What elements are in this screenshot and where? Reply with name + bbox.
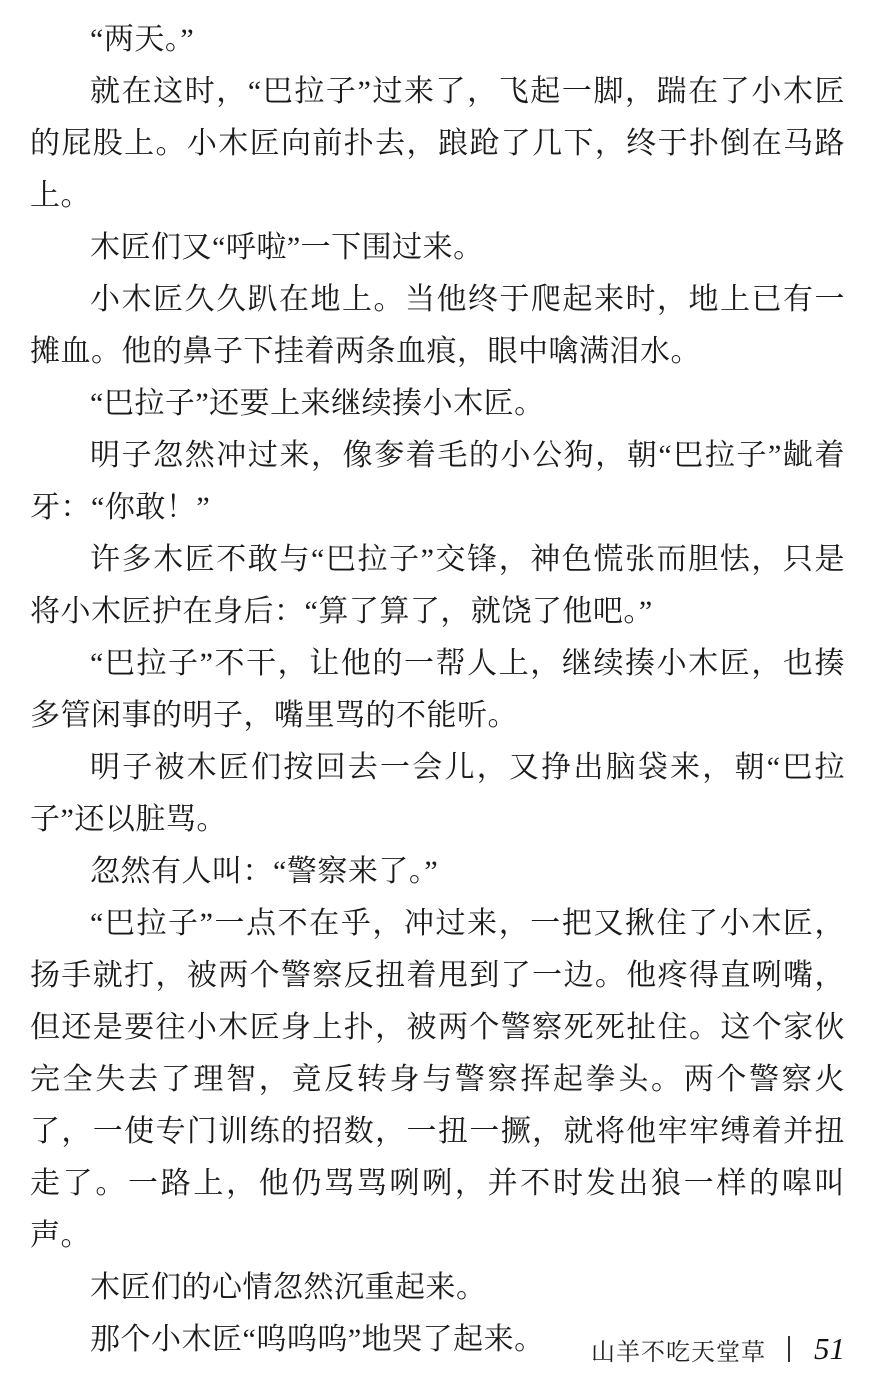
page-footer [591, 1331, 845, 1367]
page-number: 51 [814, 1331, 845, 1366]
book-title: 山羊不吃天堂草 [591, 1339, 766, 1366]
paragraph: 明子被木匠们按回去一会儿，又挣出脑袋来，朝“巴拉子”还以脏骂。 [30, 751, 845, 836]
paragraph: 就在这时，“巴拉子”过来了，飞起一脚，踹在了小木匠的屁股上。小木匠向前扑去，踉跄了几下，终于扑倒在马路上。 [30, 75, 845, 212]
paragraph: 木匠们的心情忽然沉重起来。 [90, 1271, 487, 1304]
paragraph: “巴拉子”一点不在乎，冲过来，一把又揪住了小木匠，扬手就打，被两个警察反扭着甩到了一边。他疼得直咧嘴，但还是要往小木匠身上扑，被两个警察死死扯住。这个家伙完全失去了理智，竟反转身与警察挥起拳头。两个警察火了，一使专门训练的招数，一扭一撅，就将他牢牢缚着并扭走了。一路上，他仍骂骂咧咧，并不时发出狼一样的嗥叫声。 [30, 907, 845, 1252]
paragraph: “两天。” [90, 23, 195, 56]
paragraph: 小木匠久久趴在地上。当他终于爬起来时，地上已有一摊血。他的鼻子下挂着两条血痕，眼中噙满泪水。 [30, 283, 845, 368]
paragraph: “巴拉子”还要上来继续揍小木匠。 [90, 387, 545, 420]
paragraph: 忽然有人叫：“警察来了。” [90, 855, 439, 888]
paragraph: 那个小木匠“呜呜呜”地哭了起来。 [90, 1323, 545, 1356]
paragraph: 许多木匠不敢与“巴拉子”交锋，神色慌张而胆怯，只是将小木匠护在身后：“算了算了，就饶了他吧。” [30, 543, 845, 628]
footer-divider [788, 1336, 790, 1362]
paragraph: 明子忽然冲过来，像奓着毛的小公狗，朝“巴拉子”龇着牙：“你敢！” [30, 439, 845, 524]
paragraph: “巴拉子”不干，让他的一帮人上，继续揍小木匠，也揍多管闲事的明子，嘴里骂的不能听。 [30, 647, 845, 732]
paragraph: 木匠们又“呼啦”一下围过来。 [90, 231, 484, 264]
